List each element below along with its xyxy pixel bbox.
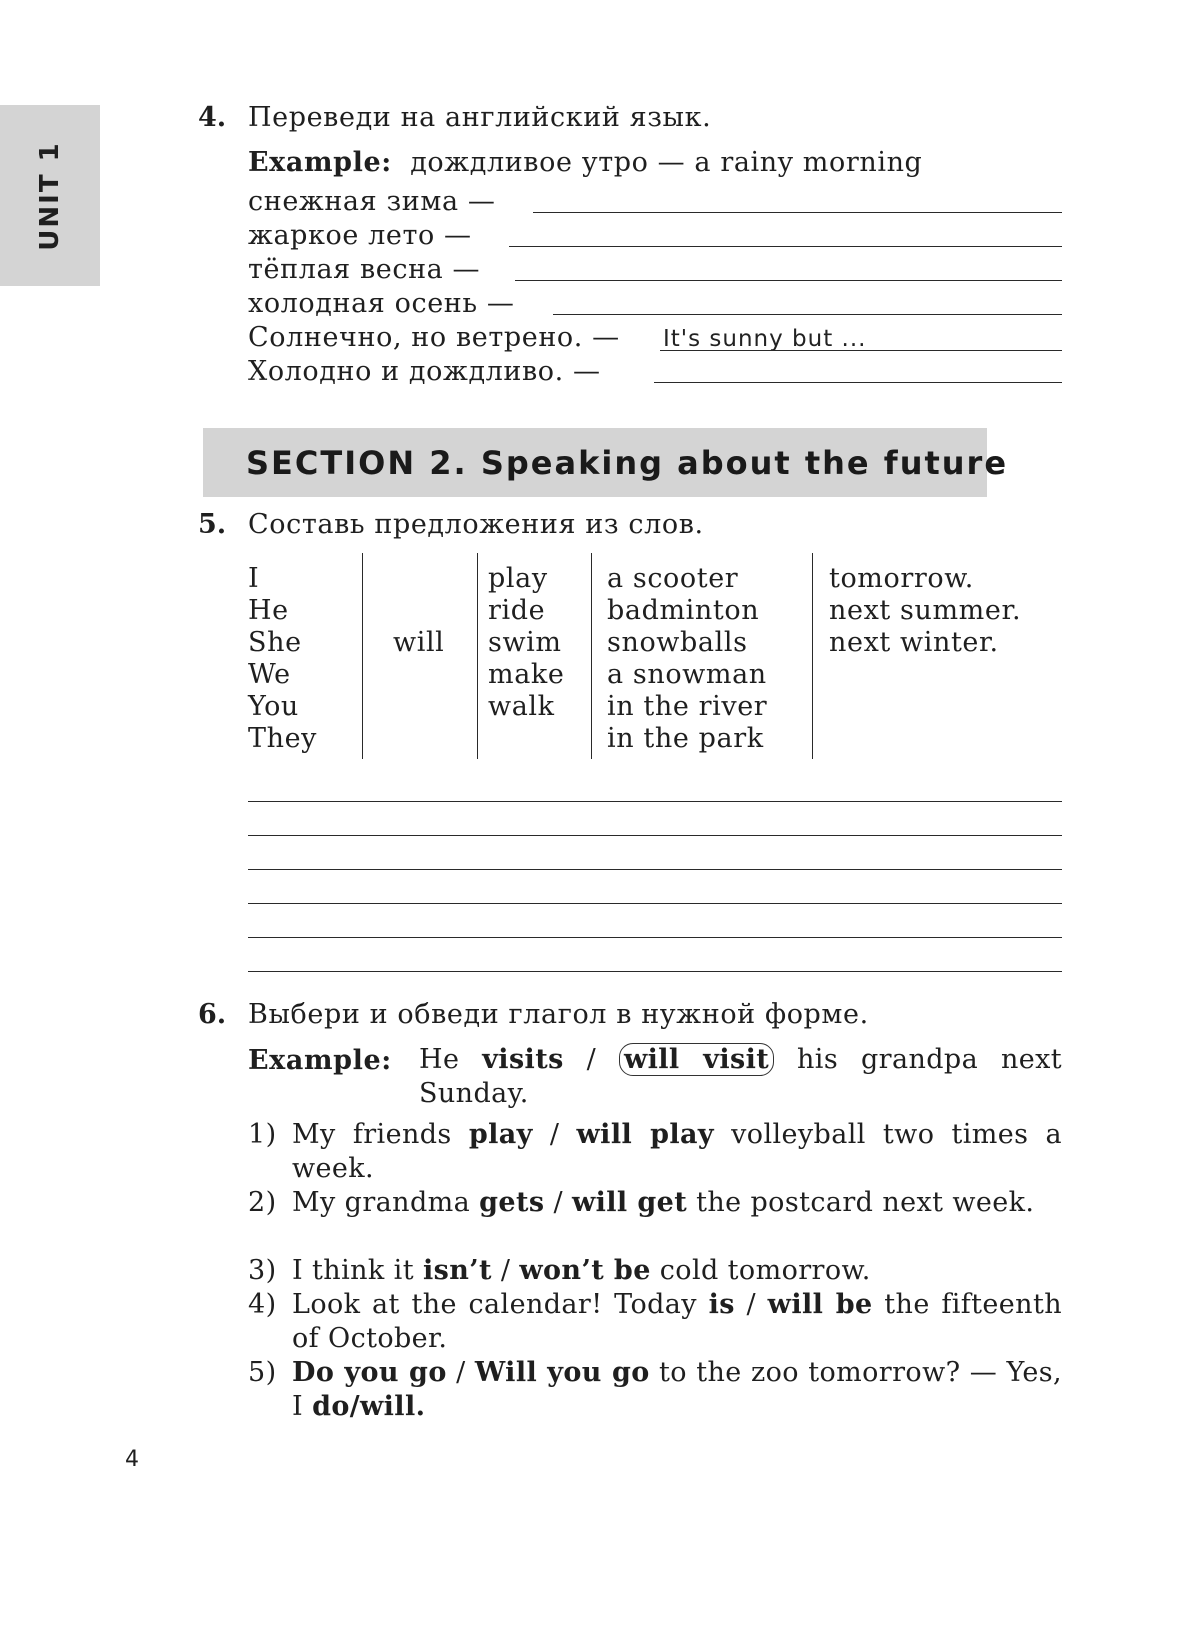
- example-line-1: He visits / will visit his grandpa next: [419, 1044, 1063, 1075]
- word: next summer.: [829, 595, 1022, 626]
- exercise-4-instruction: Переведи на английский язык.: [248, 102, 712, 133]
- word: We: [248, 659, 291, 690]
- exercise-6-instruction: Выбери и обведи глагол в нужной форме.: [248, 999, 869, 1030]
- writing-line[interactable]: [248, 835, 1062, 836]
- word-column-modal: [393, 627, 444, 659]
- word: play: [488, 563, 548, 594]
- example-text: дождливое утро — a rainy morning: [410, 147, 923, 178]
- word: I: [248, 563, 260, 594]
- word: She: [248, 627, 302, 658]
- column-divider: [477, 553, 478, 759]
- word: a scooter: [607, 563, 739, 594]
- translate-prompt: Солнечно, но ветрено. —: [248, 322, 620, 353]
- exercise-6-number: 6.: [198, 999, 227, 1030]
- answer-line[interactable]: [660, 350, 1062, 351]
- translate-prompt: тёплая весна —: [248, 254, 481, 285]
- word: badminton: [607, 595, 760, 626]
- option-1[interactable]: isn’t: [422, 1255, 492, 1286]
- option-2[interactable]: will get: [571, 1187, 688, 1218]
- word: will: [393, 627, 445, 658]
- word: walk: [488, 691, 555, 722]
- writing-line[interactable]: [248, 937, 1062, 938]
- exercise-6-item-2: 2) My grandma gets / will get the postcard next week.: [248, 1187, 1035, 1218]
- column-divider: [591, 553, 592, 759]
- word: next winter.: [829, 627, 999, 658]
- writing-line[interactable]: [248, 869, 1062, 870]
- unit-tab-label: UNIT 1: [35, 140, 65, 251]
- option-1[interactable]: Do you go: [292, 1357, 447, 1388]
- exercise-6-item-3: 3) I think it isn’t / won’t be cold tomorrow.: [248, 1255, 871, 1286]
- option-2[interactable]: will be: [767, 1289, 873, 1320]
- option-2[interactable]: Will you go: [474, 1357, 650, 1388]
- exercise-4-example: [248, 147, 922, 178]
- handwritten-answer: It's sunny but ...: [663, 326, 867, 352]
- word: ride: [488, 595, 546, 626]
- word-column-subjects: [248, 563, 317, 755]
- exercise-6-item-4: 4) Look at the calendar! Today is / will be the fifteenth of October.: [248, 1289, 1063, 1354]
- word: snowballs: [607, 627, 748, 658]
- option-2[interactable]: won’t be: [519, 1255, 651, 1286]
- section-header: [203, 428, 1009, 497]
- word-column-verbs: [488, 563, 564, 723]
- translate-prompt: холодная осень —: [248, 288, 515, 319]
- exercise-6-item-1: 1) My friends play / will play volleyball two times a week.: [248, 1119, 1063, 1184]
- page-number: 4: [125, 1447, 139, 1472]
- column-divider: [812, 553, 813, 759]
- translate-prompt: снежная зима —: [248, 186, 496, 217]
- exercise-5-instruction: Составь предложения из слов.: [248, 509, 704, 540]
- word: You: [248, 691, 299, 722]
- translate-prompt: жаркое лето —: [248, 220, 472, 251]
- option-2[interactable]: will play: [576, 1119, 714, 1150]
- word: make: [488, 659, 565, 690]
- answer-choice: do/will.: [312, 1391, 426, 1422]
- word: in the park: [607, 723, 764, 754]
- option-1[interactable]: play: [468, 1119, 533, 1150]
- answer-line[interactable]: [654, 382, 1062, 383]
- exercise-5-number: 5.: [198, 509, 227, 540]
- example-line-2: Sunday.: [419, 1078, 529, 1109]
- writing-line[interactable]: [248, 903, 1062, 904]
- example-label: Example:: [248, 1045, 392, 1076]
- exercise-4-number: 4.: [198, 102, 227, 133]
- option-1[interactable]: visits: [482, 1044, 564, 1075]
- word: a snowman: [607, 659, 767, 690]
- example-label: Example:: [248, 147, 392, 178]
- translate-prompt: Холодно и дождливо. —: [248, 356, 601, 387]
- option-1[interactable]: is: [708, 1289, 735, 1320]
- word: tomorrow.: [829, 563, 974, 594]
- section-title: SECTION 2. Speaking about the future: [246, 444, 1009, 482]
- word-column-times: [829, 563, 1021, 659]
- word: in the river: [607, 691, 768, 722]
- word: swim: [488, 627, 562, 658]
- answer-line[interactable]: [533, 212, 1062, 213]
- column-divider: [362, 553, 363, 759]
- unit-tab: [0, 105, 100, 286]
- exercise-6-example: [419, 1043, 1062, 1111]
- answer-line[interactable]: [553, 314, 1062, 315]
- word: They: [248, 723, 318, 754]
- answer-line[interactable]: [509, 246, 1062, 247]
- word-column-objects: [607, 563, 767, 755]
- circled-option[interactable]: will visit: [619, 1043, 774, 1076]
- option-1[interactable]: gets: [479, 1187, 545, 1218]
- word: He: [248, 595, 289, 626]
- writing-line[interactable]: [248, 801, 1062, 802]
- exercise-6-item-5: 5) Do you go / Will you go to the zoo tomorrow? — Yes, I do/will.: [248, 1357, 1063, 1422]
- writing-line[interactable]: [248, 971, 1062, 972]
- answer-line[interactable]: [515, 280, 1062, 281]
